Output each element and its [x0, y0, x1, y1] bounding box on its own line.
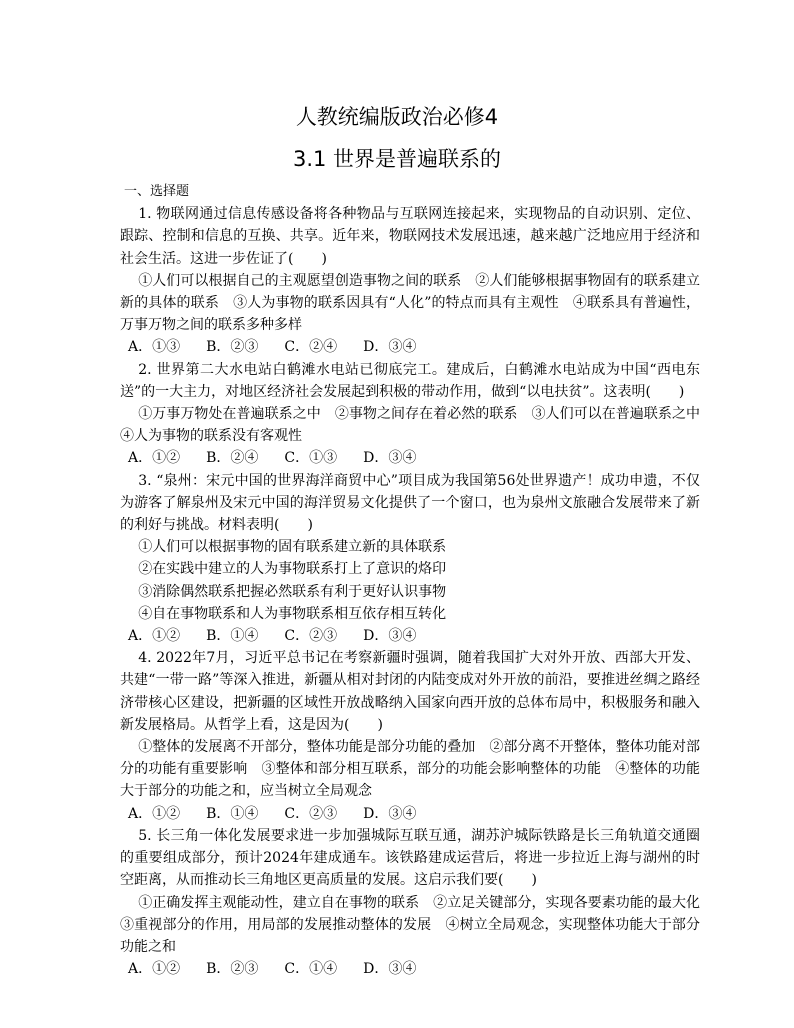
option-d[interactable]: D．③④ [363, 450, 417, 467]
option-a[interactable]: A．①② [128, 805, 181, 822]
option-a[interactable]: A．①② [128, 961, 181, 978]
question-2 [120, 359, 714, 470]
page-title: 人教统编版政治必修4 [295, 105, 499, 129]
question-statement: ④自在事物联系和人为事物联系相互依存相互转化 [138, 605, 447, 622]
question-5 [120, 825, 714, 980]
option-a[interactable]: A．①② [128, 628, 181, 645]
option-b[interactable]: B．②③ [206, 339, 259, 356]
option-b[interactable]: B．②③ [206, 961, 259, 978]
option-b[interactable]: B．①④ [206, 805, 259, 822]
question-statements: ①整体的发展离不开部分，整体功能是部分功能的叠加 ②部分离不开整体，整体功能对部分的功能有重要影响 ③整体和部分相互联系，部分的功能会影响整体的功能 ④整体的功能大于部分的功能之和，应当树立全局观念 [120, 739, 700, 800]
option-c[interactable]: C．①③ [284, 450, 338, 467]
question-list [120, 181, 714, 980]
question-4 [120, 647, 700, 825]
question-stem: 3. “泉州：宋元中国的世界海洋商贸中心”项目成为我国第56处世界遗产！成功申遗，不仅为游客了解泉州及宋元中国的海洋贸易文化提供了一个窗口，也为泉州文旅融合发展带来了新的利好与挑战。材料表明( ) [120, 472, 700, 534]
question-statement: ①人们可以根据事物的固有联系建立新的具体联系 [138, 539, 447, 556]
answer-options [128, 447, 700, 469]
answer-options [128, 336, 700, 358]
option-d[interactable]: D．③④ [363, 805, 417, 822]
question-1 [120, 203, 700, 358]
option-c[interactable]: C．②③ [284, 628, 338, 645]
option-d[interactable]: D．③④ [363, 961, 417, 978]
option-c[interactable]: C．①④ [284, 961, 338, 978]
question-statements: ①万事万物处在普遍联系之中 ②事物之间存在着必然的联系 ③人们可以在普遍联系之中 ④人为事物的联系没有客观性 [120, 406, 714, 445]
question-stem: 2. 世界第二大水电站白鹤滩水电站已彻底完工。建成后，白鹤滩水电站成为中国“西电东送”的一大主力，对地区经济社会发展起到积极的带动作用，做到“以电扶贫”。这表明( ) [120, 361, 700, 400]
option-b[interactable]: B．①④ [206, 628, 259, 645]
option-b[interactable]: B．②④ [206, 450, 259, 467]
answer-options [128, 803, 700, 825]
question-3 [120, 470, 700, 648]
question-stem: 5. 长三角一体化发展要求进一步加强城际互联互通，湖苏沪城际铁路是长三角轨道交通圈的重要组成部分，预计2024年建成通车。该铁路建成运营后，将进一步拉近上海与湖州的时空距离，从而推动长三角地区更高质量的发展。这启示我们要( ) [120, 827, 700, 889]
question-statement: ②在实践中建立的人为事物联系打上了意识的烙印 [138, 561, 447, 578]
question-stem: 4. 2022年7月，习近平总书记在考察新疆时强调，随着我国扩大对外开放、西部大开发、共建“一带一路”等深入推进，新疆从相对封闭的内陆变成对外开放的前沿，要推进丝绸之路经济带核心区建设，把新疆的区域性开放战略纳入国家向西开放的总体布局中，积极服务和融入新发展格局。从哲学上看，这是因为( ) [120, 650, 700, 733]
option-c[interactable]: C．②③ [284, 805, 338, 822]
question-statement: ③消除偶然联系把握必然联系有利于更好认识事物 [138, 583, 447, 600]
option-d[interactable]: D．③④ [363, 339, 417, 356]
option-a[interactable]: A．①③ [128, 339, 181, 356]
answer-options [128, 958, 700, 980]
answer-options [128, 625, 700, 647]
question-stem: 1. 物联网通过信息传感设备将各种物品与互联网连接起来，实现物品的自动识别、定位、跟踪、控制和信息的互换、共享。近年来，物联网技术发展迅速，越来越广泛地应用于经济和社会生活。这进一步佐证了( ) [120, 206, 700, 267]
question-statements: ①人们可以根据自己的主观愿望创造事物之间的联系 ②人们能够根据事物固有的联系建立新的具体的联系 ③人为事物的联系因具有“人化”的特点而具有主观性 ④联系具有普遍性，万事万物之间的联系多种多样 [120, 272, 700, 334]
question-statements: ①正确发挥主观能动性，建立自在事物的联系 ②立足关键部分，实现各要素功能的最大化 ③重视部分的作用，用局部的发展推动整体的发展 ④树立全局观念，实现整体功能大于部分功能之和 [120, 894, 714, 955]
lesson-title: 3.1 世界是普遍联系的 [292, 147, 502, 171]
option-d[interactable]: D．③④ [363, 628, 417, 645]
option-a[interactable]: A．①② [128, 450, 181, 467]
section-heading: 一、选择题 [124, 184, 190, 199]
option-c[interactable]: C．②④ [284, 339, 338, 356]
